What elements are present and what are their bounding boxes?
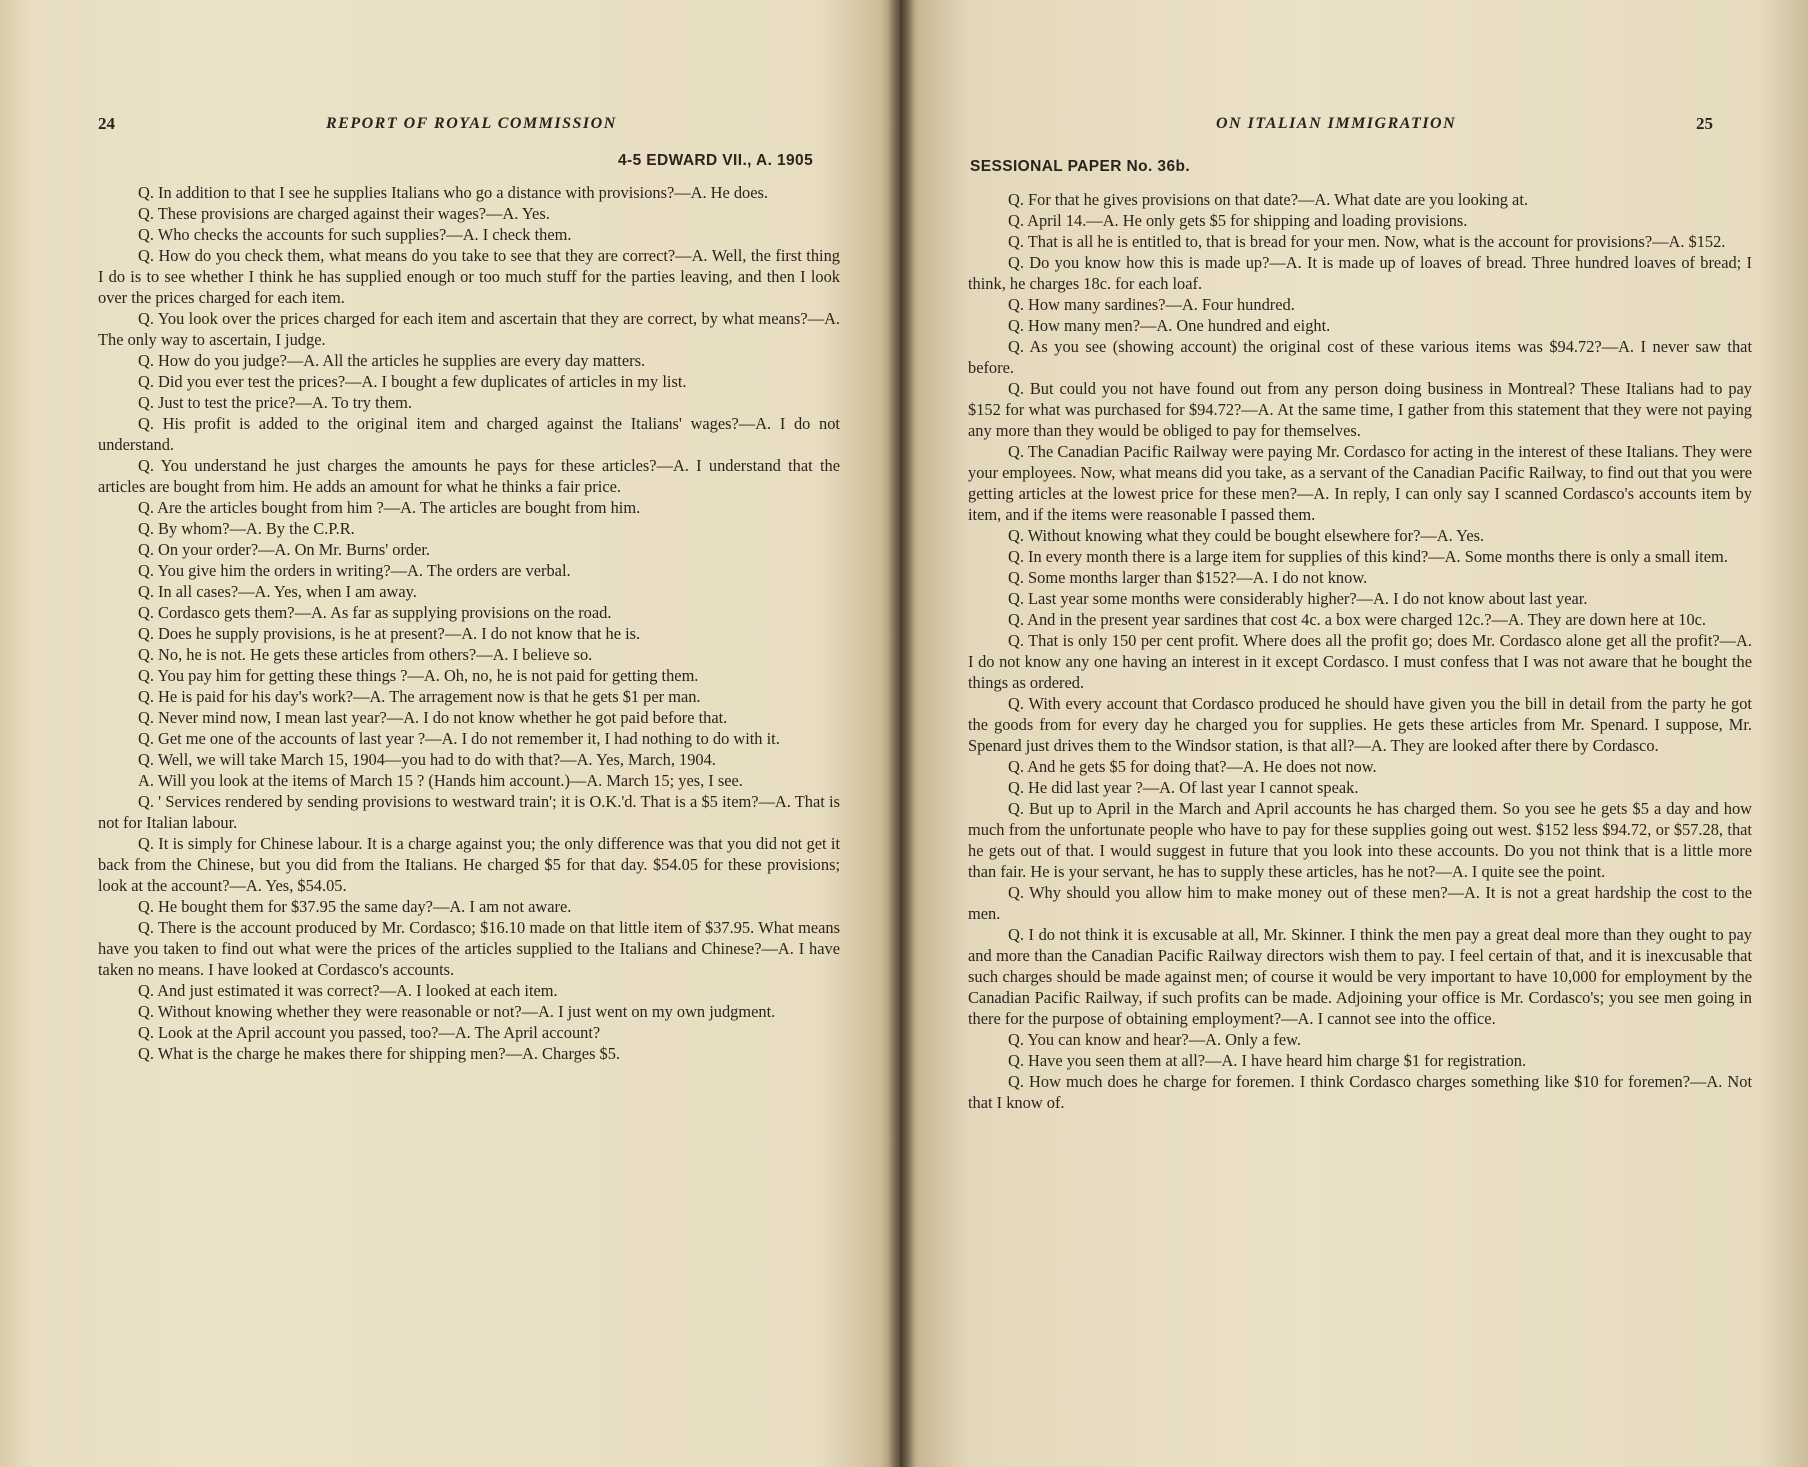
right-session-label: SESSIONAL PAPER No. 36b. xyxy=(970,158,1191,175)
qa-paragraph: Q. You give him the orders in writing?—A. The orders are verbal. xyxy=(138,561,571,580)
qa-paragraph: Q. Without knowing what they could be bought elsewhere for?—A. Yes. xyxy=(1008,526,1485,545)
qa-paragraph: Q. On your order?—A. On Mr. Burns' order. xyxy=(138,540,431,559)
qa-paragraph: Q. He did last year ?—A. Of last year I cannot speak. xyxy=(1008,778,1359,797)
qa-paragraph: A. Will you look at the items of March 15 ? (Hands him account.)—A. March 15; yes, I see. xyxy=(138,771,743,790)
qa-paragraph: Q. In all cases?—A. Yes, when I am away. xyxy=(138,582,417,601)
qa-paragraph: Q. He bought them for $37.95 the same day?—A. I am not aware. xyxy=(138,897,572,916)
qa-paragraph: Q. Without knowing whether they were reasonable or not?—A. I just went on my own judgment. xyxy=(138,1002,776,1021)
qa-paragraph: Q. With every account that Cordasco produced he should have given you the bill in detail from the party he got the goods from for every day he charged you for supplies. He gets these articles from Mr. Spenard. I suppose, Mr. Spenard just drives them to the Windsor station, is that all?—A. They are looked after there by Cordasco. xyxy=(968,694,1752,755)
qa-paragraph: Q. How many men?—A. One hundred and eight. xyxy=(1008,316,1331,335)
qa-paragraph: Q. In addition to that I see he supplies Italians who go a distance with provisions?—A. He does. xyxy=(138,183,769,202)
qa-paragraph: Q. That is all he is entitled to, that is bread for your men. Now, what is the account for provisions?—A. $152. xyxy=(1008,232,1726,251)
left-page xyxy=(0,0,900,1467)
qa-paragraph: Q. Did you ever test the prices?—A. I bought a few duplicates of articles in my list. xyxy=(138,372,687,391)
qa-paragraph: Q. And in the present year sardines that cost 4c. a box were charged 12c.?—A. They are down here at 10c. xyxy=(1008,610,1707,629)
qa-paragraph: Q. How much does he charge for foremen. I think Cordasco charges something like $10 for foremen?—A. Not that I know of. xyxy=(968,1072,1752,1112)
qa-paragraph: Q. Does he supply provisions, is he at present?—A. I do not know that he is. xyxy=(138,624,641,643)
qa-paragraph: Q. Look at the April account you passed, too?—A. The April account? xyxy=(138,1023,601,1042)
qa-paragraph: Q. And he gets $5 for doing that?—A. He does not now. xyxy=(1008,757,1377,776)
qa-paragraph: Q. How do you judge?—A. All the articles he supplies are every day matters. xyxy=(138,351,646,370)
qa-paragraph: Q. Have you seen them at all?—A. I have heard him charge $1 for registration. xyxy=(1008,1051,1527,1070)
qa-paragraph: Q. In every month there is a large item for supplies of this kind?—A. Some months there is only a small item. xyxy=(1008,547,1728,566)
qa-paragraph: Q. April 14.—A. He only gets $5 for shipping and loading provisions. xyxy=(1008,211,1468,230)
qa-paragraph: Q. You can know and hear?—A. Only a few. xyxy=(1008,1030,1301,1049)
left-running-title: REPORT OF ROYAL COMMISSION xyxy=(326,115,617,132)
book-gutter xyxy=(888,0,914,1467)
qa-paragraph: Q. That is only 150 per cent profit. Where does all the profit go; does Mr. Cordasco alone get all the profit?—A. I do not know any one having an interest in it except Cordasco. I must confess that I was not aware that he bought the things as ordered. xyxy=(968,631,1752,692)
qa-paragraph: Q. Some months larger than $152?—A. I do not know. xyxy=(1008,568,1368,587)
qa-paragraph: Q. His profit is added to the original item and charged against the Italians' wages?—A. I do not understand. xyxy=(98,414,840,454)
left-session-label: 4-5 EDWARD VII., A. 1905 xyxy=(618,152,814,169)
qa-paragraph: Q. For that he gives provisions on that date?—A. What date are you looking at. xyxy=(1008,190,1528,209)
qa-paragraph: Q. These provisions are charged against their wages?—A. Yes. xyxy=(138,204,550,223)
right-page xyxy=(900,0,1808,1467)
left-page-text xyxy=(98,182,840,1064)
qa-paragraph: Q. Cordasco gets them?—A. As far as supplying provisions on the road. xyxy=(138,603,612,622)
qa-paragraph: Q. By whom?—A. By the C.P.R. xyxy=(138,519,355,538)
qa-paragraph: Q. You understand he just charges the amounts he pays for these articles?—A. I understand that the articles are bought from him. He adds an amount for what he thinks a fair price. xyxy=(98,456,840,496)
qa-paragraph: Q. No, he is not. He gets these articles from others?—A. I believe so. xyxy=(138,645,593,664)
qa-paragraph: Q. It is simply for Chinese labour. It is a charge against you; the only difference was that you did not get it back from the Chinese, but you did from the Italians. He charged $5 for that day. $54.05 for these provisions; look at the account?—A. Yes, $54.05. xyxy=(98,834,840,895)
qa-paragraph: Q. But up to April in the March and April accounts he has charged them. So you see he gets $5 a day and how much from the unfortunate people who have to pay for these supplies going out west. $152 less $94.72, or $57.28, that he gets out of that. I would suggest in future that you look into these accounts. Do you not think that is a little more than fair. He is your servant, he has to supply these articles, has he not?—A. I quite see the point. xyxy=(968,799,1752,881)
qa-paragraph: Q. As you see (showing account) the original cost of these various items was $94.72?—A. I never saw that before. xyxy=(968,337,1752,377)
qa-paragraph: Q. Why should you allow him to make money out of these men?—A. It is not a great hardship the cost to the men. xyxy=(968,883,1752,923)
qa-paragraph: Q. The Canadian Pacific Railway were paying Mr. Cordasco for acting in the interest of these Italians. They were your employees. Now, what means did you take, as a servant of the Canadian Pacific Railway, to find out that you were getting articles at the lowest price for these men?—A. In reply, I can only say I scanned Cordasco's accounts item by item, and if the items were reasonable I passed them. xyxy=(968,442,1752,524)
qa-paragraph: Q. Never mind now, I mean last year?—A. I do not know whether he got paid before that. xyxy=(138,708,728,727)
right-running-title: ON ITALIAN IMMIGRATION xyxy=(1216,115,1457,132)
qa-paragraph: Q. You look over the prices charged for each item and ascertain that they are correct, by what means?—A. The only way to ascertain, I judge. xyxy=(98,309,840,349)
qa-paragraph: Q. Last year some months were considerably higher?—A. I do not know about last year. xyxy=(1008,589,1588,608)
left-page-number: 24 xyxy=(98,114,115,133)
qa-paragraph: Q. Well, we will take March 15, 1904—you had to do with that?—A. Yes, March, 1904. xyxy=(138,750,716,769)
qa-paragraph: Q. Who checks the accounts for such supplies?—A. I check them. xyxy=(138,225,572,244)
right-page-text xyxy=(968,189,1752,1113)
qa-paragraph: Q. Just to test the price?—A. To try them. xyxy=(138,393,412,412)
qa-paragraph: Q. But could you not have found out from any person doing business in Montreal? These Italians had to pay $152 for what was purchased for $94.72?—A. At the same time, I gather from this statement that they were not paying any more than they would be obliged to pay for themselves. xyxy=(968,379,1752,440)
qa-paragraph: Q. How many sardines?—A. Four hundred. xyxy=(1008,295,1295,314)
qa-paragraph: Q. He is paid for his day's work?—A. The arragement now is that he gets $1 per man. xyxy=(138,687,701,706)
qa-paragraph: Q. How do you check them, what means do you take to see that they are correct?—A. Well, the first thing I do is to see whether I think he has supplied enough or too much stuff for the parties leaving, and then I look over the prices charged for each item. xyxy=(98,246,840,307)
qa-paragraph: Q. There is the account produced by Mr. Cordasco; $16.10 made on that little item of $37.95. What means have you taken to find out what were the prices of the articles supplied to the Italians and Chinese?—A. I have taken no means. I have looked at Cordasco's accounts. xyxy=(98,918,840,979)
qa-paragraph: Q. Do you know how this is made up?—A. It is made up of loaves of bread. Three hundred loaves of bread; I think, he charges 18c. for each loaf. xyxy=(968,253,1752,293)
qa-paragraph: Q. What is the charge he makes there for shipping men?—A. Charges $5. xyxy=(138,1044,621,1063)
qa-paragraph: Q. Are the articles bought from him ?—A. The articles are bought from him. xyxy=(138,498,641,517)
qa-paragraph: Q. You pay him for getting these things ?—A. Oh, no, he is not paid for getting them. xyxy=(138,666,699,685)
right-page-number: 25 xyxy=(1696,114,1713,133)
qa-paragraph: Q. ' Services rendered by sending provisions to westward train'; it is O.K.'d. That is a $5 item?—A. That is not for Italian labour. xyxy=(98,792,840,832)
qa-paragraph: Q. Get me one of the accounts of last year ?—A. I do not remember it, I had nothing to do with it. xyxy=(138,729,780,748)
qa-paragraph: Q. I do not think it is excusable at all, Mr. Skinner. I think the men pay a great deal more than they ought to pay and more than the Canadian Pacific Railway directors wish them to pay. I feel certain of that, and it is inexcusable that such charges should be made against men; of course it would be very important to have 10,000 for employment by the Canadian Pacific Railway, if such profits can be made. Adjoining your office is Mr. Cordasco's; you see men going in there for the purpose of obtaining employment?—A. I cannot see into the office. xyxy=(968,925,1752,1028)
qa-paragraph: Q. And just estimated it was correct?—A. I looked at each item. xyxy=(138,981,558,1000)
